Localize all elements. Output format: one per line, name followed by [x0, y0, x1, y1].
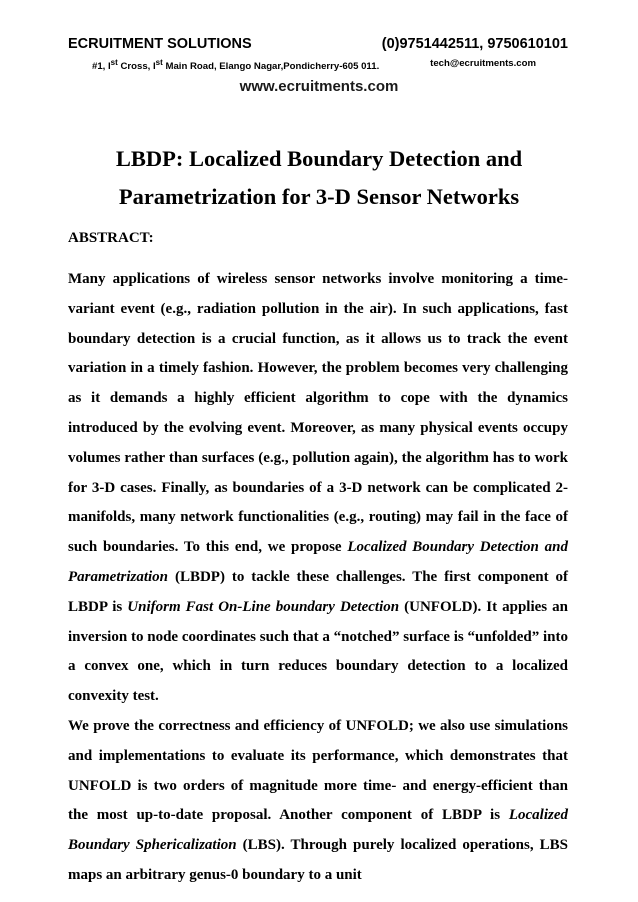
emphasis-lbs: Localized Boundary Sphericalization	[68, 807, 568, 854]
website	[0, 78, 638, 95]
phone-numbers: (0)9751442511, 9750610101	[381, 36, 568, 52]
abstract-heading: ABSTRACT:	[68, 230, 154, 246]
title-line-2: Parametrization for 3-D Sensor Networks	[118, 184, 520, 209]
address: #1, Ist Cross, Ist Main Road, Elango Nagar,Pondicherry-605 011.	[92, 58, 380, 73]
letterhead-top-row	[68, 36, 568, 56]
abstract-paragraph-2: We prove the correctness and efficiency of UNFOLD; we also use simulations and implementations to evaluate its performance, which demonstrates that UNFOLD is two orders of magnitude more time- and energy-efficient than the most up-to-date proposal. Another component of LBDP is Localized Boundary Sphericalization (LBS). Through purely localized operations, LBS maps an arbitrary genus-0 boundary to a unit	[68, 717, 569, 883]
company-name: ECRUITMENT SOLUTIONS	[68, 36, 252, 52]
letterhead-address-row	[92, 58, 536, 72]
emphasis-unfold: Uniform Fast On-Line boundary Detection	[127, 598, 400, 615]
emphasis-lbdp: Localized Boundary Detection and Parametrization	[68, 539, 569, 585]
abstract-paragraph-1: Many applications of wireless sensor networks involve monitoring a time-variant event (e.g., radiation pollution in the air). In such applications, fast boundary detection is a crucial function, as it allows us to track the event variation in a timely fashion. However, the problem becomes very challenging as it demands a highly efficient algorithm to cope with the dynamics introduced by the evolving event. Moreover, as many physical events occupy volumes rather than surfaces (e.g., pollution again), the algorithm has to work for 3-D cases. Finally, as boundaries of a 3-D network can be complicated 2-manifolds, many network functionalities (e.g., routing) may fail in the face of such boundaries. To this end, we propose Localized Boundary Detection and Parametrization (LBDP) to tackle these challenges. The first component of LBDP is Uniform Fast On-Line boundary Detection (UNFOLD). It applies an inversion to node coordinates such that a “notched” surface is “unfolded” into a convex one, which in turn reduces boundary detection to a localized convexity test.	[68, 271, 569, 705]
website-link[interactable]: www.ecruitments.com	[239, 78, 399, 95]
document-title	[60, 140, 578, 216]
email-address: tech@ecruitments.com	[430, 58, 536, 69]
title-line-1: LBDP: Localized Boundary Detection and	[115, 146, 523, 171]
abstract-body	[68, 265, 568, 891]
